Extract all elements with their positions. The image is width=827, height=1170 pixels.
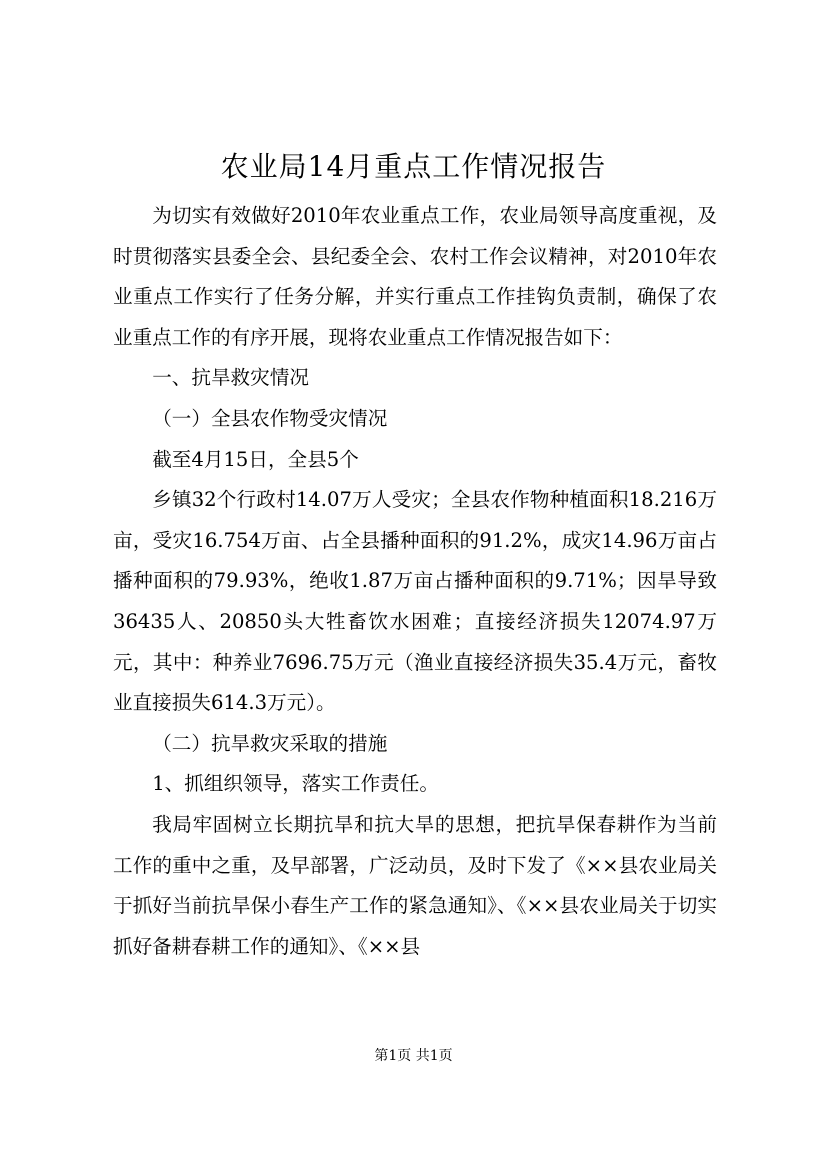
document-body [113, 196, 717, 967]
subsection-heading-crop-damage: （一）全县农作物受灾情况 [152, 406, 388, 430]
page-footer: 第1页 共1页 [374, 1048, 453, 1064]
section-heading-drought-relief: 一、抗旱救灾情况 [152, 366, 309, 390]
paragraph-date-statement: 截至4月15日，全县5个 [152, 447, 359, 471]
subsection-heading-measures: （二）抗旱救灾采取的措施 [152, 731, 388, 755]
paragraph-damage-statistics: 乡镇32个行政村14.07万人受灾；全县农作物种植面积18.216万亩，受灾16.754万亩、占全县播种面积的91.2%，成灾14.96万亩占播种面积的79.93%，绝收1.87万亩占播种面积的9.71%；因旱导致36435人、20850头大牲畜饮水困难；直接经济损失12074.97万元，其中：种养业7696.75万元（渔业直接经济损失35.4万元，畜牧业直接损失614.3万元）。 [113, 488, 717, 715]
document-title: 农业局14月重点工作情况报告 [220, 150, 607, 183]
intro-paragraph: 为切实有效做好2010年农业重点工作，农业局领导高度重视，及时贯彻落实县委全会、县纪委全会、农村工作会议精神，对2010年农业重点工作实行了任务分解，并实行重点工作挂钩负责制，确保了农业重点工作的有序开展，现将农业重点工作情况报告如下： [113, 204, 717, 349]
paragraph-measure-details: 我局牢固树立长期抗旱和抗大旱的思想，把抗旱保春耕作为当前工作的重中之重，及早部署，广泛动员，及时下发了《××县农业局关于抓好当前抗旱保小春生产工作的紧急通知》、《××县农业局关于切实抓好备耕春耕工作的通知》、《××县 [113, 812, 717, 958]
measure-item-heading: 1、抓组织领导，落实工作责任。 [152, 772, 439, 796]
